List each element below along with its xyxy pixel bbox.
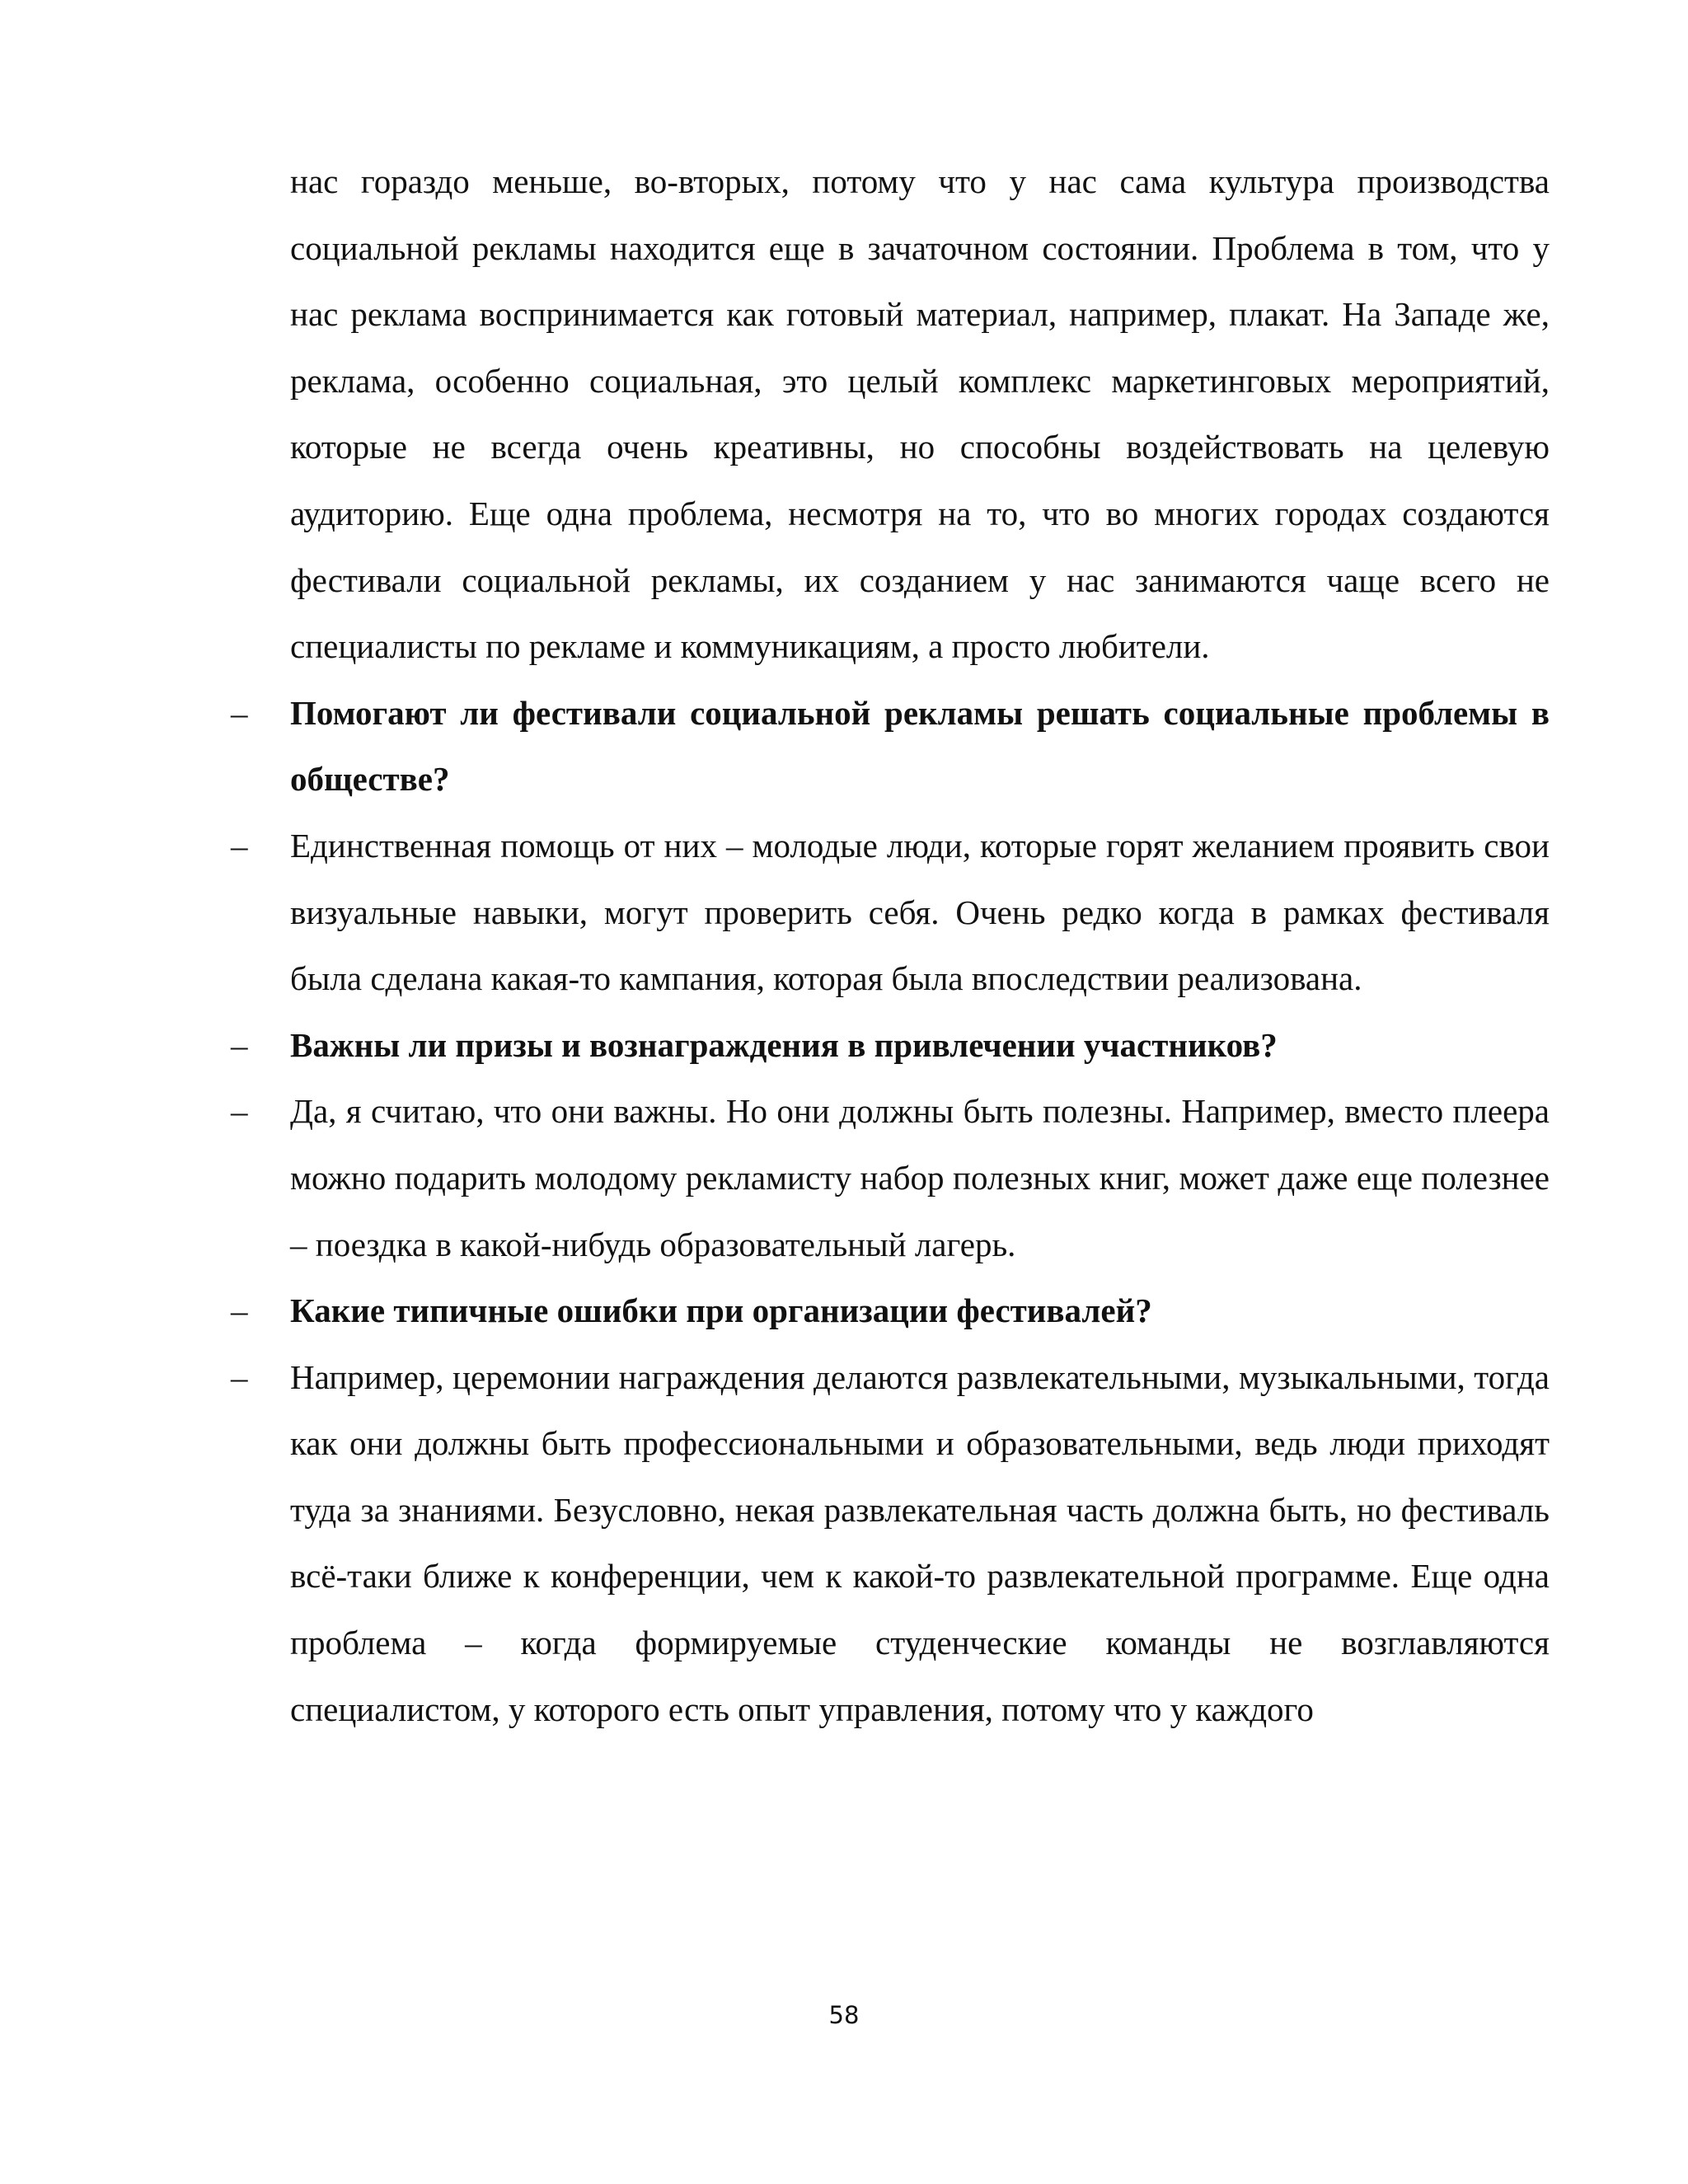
interview-answer	[231, 1344, 1550, 1743]
dash-marker: –	[231, 826, 248, 865]
dash-marker: –	[231, 1291, 248, 1330]
interview-question	[231, 680, 1550, 813]
dash-marker: –	[231, 1357, 248, 1396]
interview-answer	[231, 1078, 1550, 1277]
question-text: Помогают ли фестивали социальной рекламы решать социальные проблемы в обществе?	[290, 693, 1550, 799]
document-body	[231, 148, 1550, 1742]
dash-marker: –	[231, 1092, 248, 1131]
interview-question	[231, 1277, 1550, 1344]
dash-marker: –	[231, 1025, 248, 1064]
interview-question	[231, 1012, 1550, 1079]
dash-marker: –	[231, 693, 248, 732]
question-text: Важны ли призы и вознаграждения в привлечении участников?	[290, 1025, 1278, 1064]
interview-answer	[231, 813, 1550, 1012]
answer-text: Да, я считаю, что они важны. Но они должны быть полезны. Например, вместо плеера можно подарить молодому рекламисту набор полезных книг, может даже еще полезнее – поездка в какой-нибудь образовательный лагерь.	[290, 1092, 1550, 1263]
answer-text: Например, церемонии награждения делаются развлекательными, музыкальными, тогда как они должны быть профессиональными и образовательными, ведь люди приходят туда за знаниями. Безусловно, некая развлекательная часть должна быть, но фестиваль всё-таки ближе к конференции, чем к какой-то развлекательной программе. Еще одна проблема – когда формируемые студенческие команды не возглавляются специалистом, у которого есть опыт управления, потому что у каждого	[290, 1357, 1550, 1728]
page-number: 58	[828, 2001, 860, 2029]
answer-text: Единственная помощь от них – молодые люди, которые горят желанием проявить свои визуальные навыки, могут проверить себя. Очень редко когда в рамках фестиваля была сделана какая-то кампания, которая была впоследствии реализована.	[290, 826, 1550, 998]
paragraph-continuation	[290, 148, 1550, 680]
question-text: Какие типичные ошибки при организации фестивалей?	[290, 1291, 1152, 1330]
paragraph-text: нас гораздо меньше, во-вторых, потому что у нас сама культура производства социальной рекламы находится еще в зачаточном состоянии. Проблема в том, что у нас реклама воспринимается как готовый материал, например, плакат. На Западе же, реклама, особенно социальная, это целый комплекс маркетинговых мероприятий, которые не всегда очень креативны, но способны воздействовать на целевую аудиторию. Еще одна проблема, несмотря на то, что во многих городах создаются фестивали социальной рекламы, их созданием у нас занимаются чаще всего не специалисты по рекламе и коммуникациям, а просто любители.	[290, 162, 1550, 666]
